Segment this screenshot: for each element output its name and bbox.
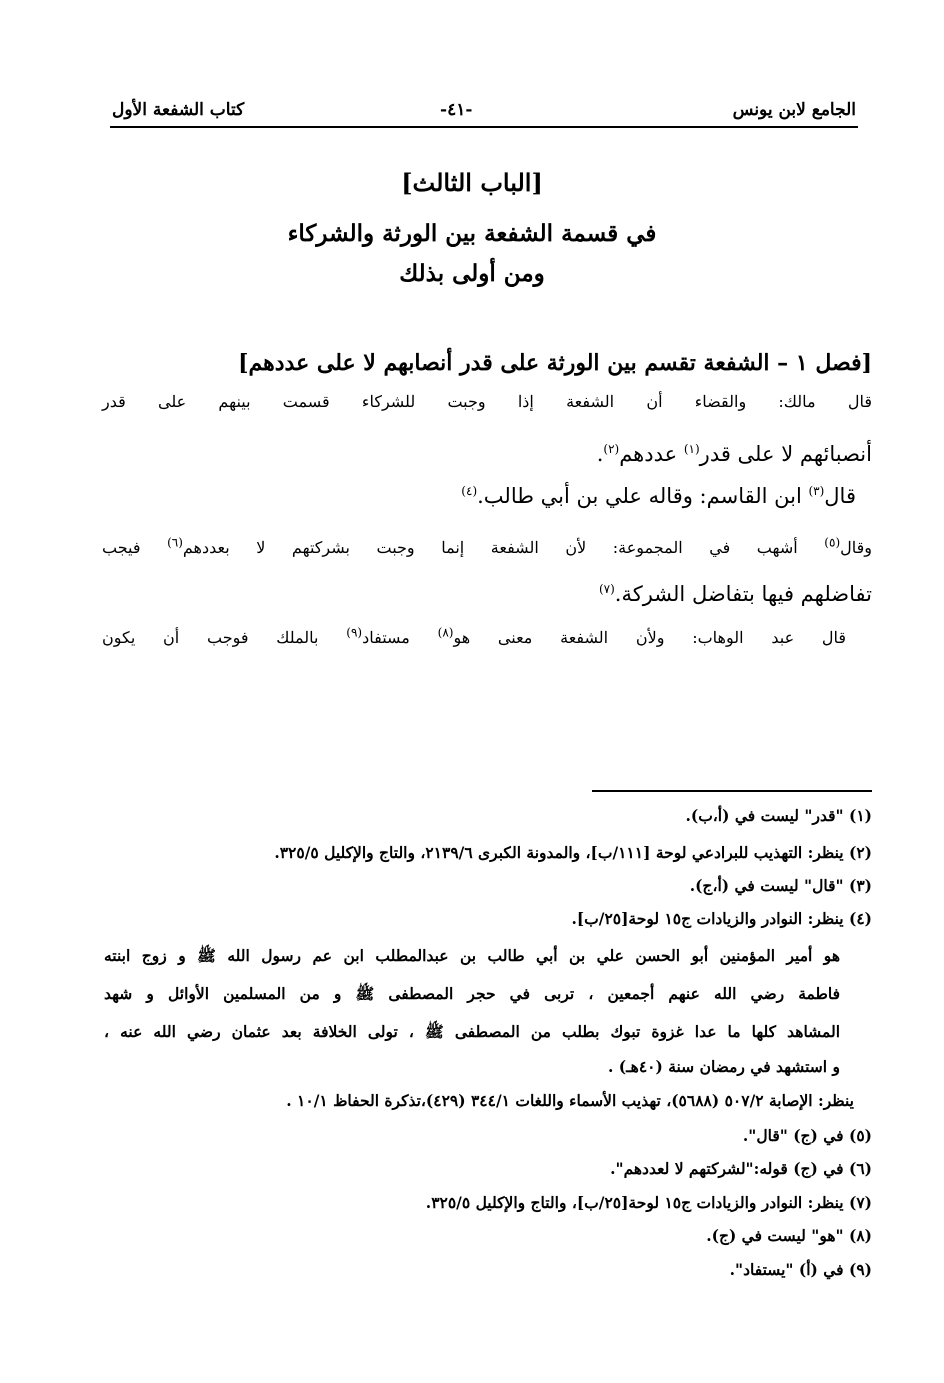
body-text: وقال <box>840 538 872 557</box>
footnote: (٦) في (ج) قوله:"لشركتهم لا لعددهم". <box>610 1159 872 1178</box>
footnote-biography-line: و استشهد في رمضان سنة (٤٠هـ) . <box>607 1057 840 1076</box>
chapter-title: في قسمة الشفعة بين الورثة والشركاء <box>287 220 657 247</box>
chapter-label: [الباب الثالث] <box>401 168 543 197</box>
footnote-marker: (٩) <box>346 625 363 640</box>
footnote: (٣) "قال" ليست في (أ،ج). <box>689 876 872 895</box>
body-line <box>102 535 872 557</box>
footnote-marker: (١) <box>683 442 700 456</box>
body-text: بالملك فوجب أن يكون <box>102 628 347 647</box>
header-chapter-title: كتاب الشفعة الأول <box>112 100 245 120</box>
footnote-references: ينظر: الإصابة ٥٠٧/٢ (٥٦٨٨)، تهذيب الأسماء واللغات ٣٤٤/١ (٤٢٩)،تذكرة الحفاظ ١٠/١ . <box>286 1091 854 1110</box>
body-text: فيجب <box>102 538 168 557</box>
body-text: عددهم <box>619 442 684 466</box>
body-line <box>597 442 872 466</box>
footnote: (٥) في (ج) "قال". <box>742 1126 872 1145</box>
chapter-subtitle: ومن أولى بذلك <box>399 260 545 287</box>
footnote-marker: (٢) <box>603 442 620 456</box>
body-text: . <box>596 442 604 466</box>
footnote: (٨) "هو" ليست في (ج). <box>706 1226 872 1245</box>
body-line <box>102 392 872 411</box>
footnote: (١) "قدر" ليست في (أ،ب). <box>685 806 872 825</box>
body-text: أنصبائهم لا على قدر <box>699 442 872 466</box>
body-text: قال <box>824 484 856 508</box>
footnote: (٤) ينظر: النوادر والزيادات ج١٥ لوحة[٢٥/ب]. <box>571 909 872 928</box>
footnote: (٢) ينظر: التهذيب للبرادعي لوحة [١١١/ب]، والمدونة الكبرى ٢١٣٩/٦، والتاج والإكليل ٣٢٥/٥. <box>274 843 872 862</box>
body-text: قال مالك: والقضاء أن الشفعة إذا وجبت للشركاء قسمت بينهم على قدر <box>102 392 872 411</box>
footnote-biography-line: فاطمة رضي الله عنهم أجمعين ، تربى في حجر المصطفى ﷺ و من المسلمين الأوائل و شهد <box>104 984 840 1003</box>
footnote-marker: (٣) <box>808 484 825 498</box>
footnote-marker: (٦) <box>167 535 183 550</box>
footnote-marker: (٥) <box>824 535 841 550</box>
body-text: قال عبد الوهاب: ولأن الشفعة معنى هو <box>453 628 847 647</box>
footnote-biography-line: المشاهد كلها ما عدا غزوة تبوك بطلب من المصطفى ﷺ ، تولى الخلافة بعد عثمان رضي الله عنه ، <box>104 1022 840 1041</box>
footnote-marker: (٤) <box>461 484 478 498</box>
footnote-marker: (٨) <box>437 625 454 640</box>
footnote-biography-line: هو أمير المؤمنين أبو الحسن علي بن أبي طالب بن عبدالمطلب ابن عم رسول الله ﷺ و زوج ابنته <box>104 946 840 965</box>
section-title: [فصل ١ – الشفعة تقسم بين الورثة على قدر أنصابهم لا على عددهم] <box>238 350 872 376</box>
footnote: (٩) في (أ) "يستفاد". <box>729 1260 872 1279</box>
header-page-number: -٤١- <box>440 100 473 120</box>
footnote-separator <box>592 790 872 792</box>
body-text: ابن القاسم: وقاله علي بن أبي طالب. <box>477 484 809 508</box>
body-text: أشهب في المجموعة: لأن الشفعة إنما وجبت بشركتهم لا بعددهم <box>182 538 825 557</box>
body-text: مستفاد <box>362 628 438 647</box>
body-text: تفاضلهم فيها بتفاضل الشركة. <box>614 582 872 606</box>
body-line <box>461 484 856 508</box>
body-line <box>599 582 872 606</box>
header-rule <box>110 126 858 128</box>
footnote-marker: (٧) <box>598 582 615 596</box>
body-line <box>102 625 847 647</box>
header-book-title: الجامع لابن يونس <box>732 100 856 120</box>
footnote: (٧) ينظر: النوادر والزيادات ج١٥ لوحة[٢٥/ب]، والتاج والإكليل ٣٢٥/٥. <box>425 1193 872 1212</box>
